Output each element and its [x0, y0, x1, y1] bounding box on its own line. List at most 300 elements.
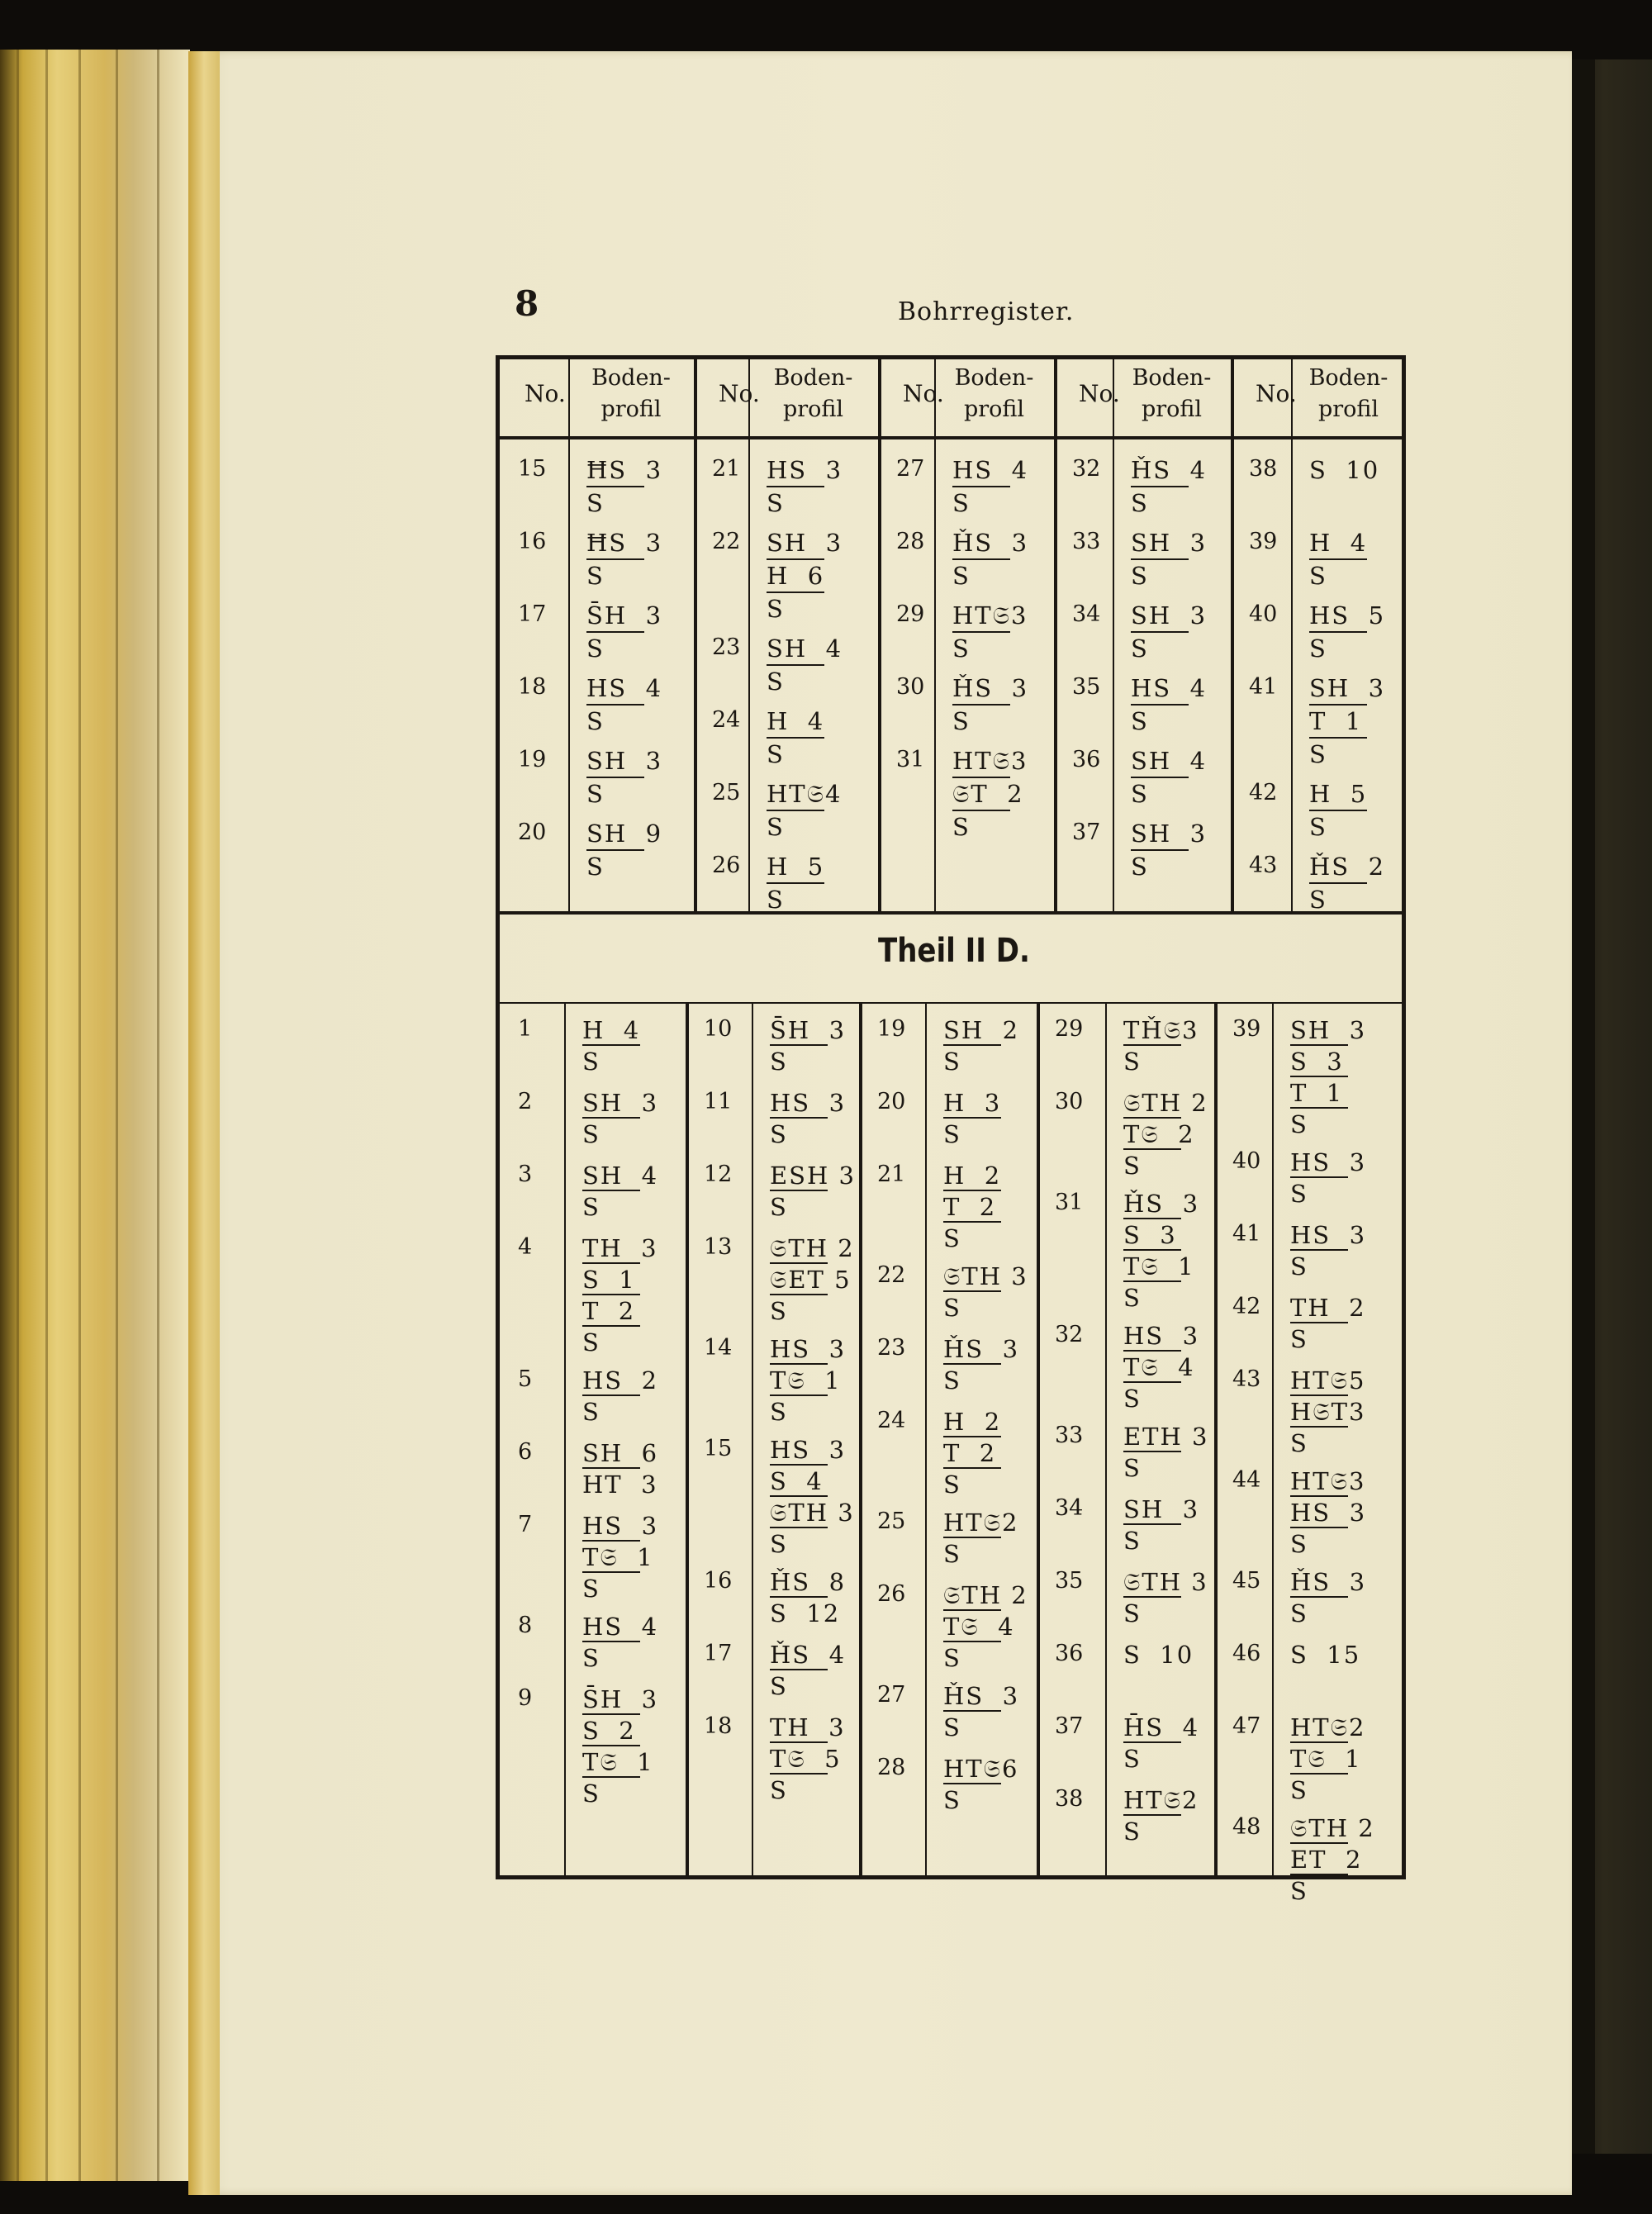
- profile-layer: S: [1290, 1429, 1308, 1457]
- profile-layer: S: [1131, 562, 1149, 590]
- table-header-rule: [496, 436, 1406, 439]
- profile-layer: HS 5: [1309, 601, 1386, 630]
- entry-number: 25: [877, 1508, 906, 1534]
- layer-divider: [770, 1044, 828, 1046]
- entry-number: 24: [712, 707, 741, 733]
- profile-layer: S: [770, 1193, 788, 1221]
- profile-layer: T𝔖 1: [770, 1366, 842, 1394]
- profile-layer: 𝔖TH 3: [770, 1499, 855, 1527]
- column-divider: [1037, 1004, 1040, 1878]
- profile-layer: S 3: [1290, 1048, 1344, 1076]
- column-divider: [1231, 357, 1234, 913]
- profile-layer: H 4: [1309, 529, 1368, 557]
- profile-layer: TȞ𝔖3: [1123, 1016, 1199, 1044]
- profile-layer: ESH 3: [770, 1162, 856, 1190]
- layer-divider: [582, 1571, 640, 1573]
- profile-layer: S 4: [770, 1467, 824, 1495]
- entry-number: 13: [704, 1234, 733, 1260]
- profile-layer: S: [1123, 1527, 1142, 1555]
- profile-layer: S: [1123, 1152, 1142, 1180]
- entry-number: 32: [1055, 1322, 1084, 1347]
- profile-layer: S̄H 3: [582, 1685, 659, 1713]
- profile-layer: HS 3: [770, 1089, 847, 1117]
- profile-layer: S: [586, 853, 605, 881]
- entry-number: 23: [877, 1335, 906, 1361]
- profile-layer: S: [767, 813, 785, 841]
- layer-divider: [586, 558, 644, 560]
- profile-layer: S: [943, 1048, 961, 1076]
- layer-divider: [767, 486, 824, 487]
- layer-divider: [767, 592, 824, 593]
- entry-number: 38: [1249, 456, 1278, 482]
- layer-divider: [943, 1467, 1001, 1469]
- entry-number: 36: [1072, 747, 1101, 772]
- layer-divider: [1309, 704, 1367, 706]
- profile-layer: SH 4: [767, 634, 843, 663]
- header-profile-line2: profil: [1317, 397, 1379, 422]
- profile-layer: SH 3: [1131, 529, 1208, 557]
- entry-number: 37: [1055, 1713, 1084, 1739]
- layer-divider: [770, 1363, 828, 1365]
- profile-layer: HS 3: [582, 1512, 659, 1540]
- entry-number: 14: [704, 1335, 733, 1361]
- layer-divider: [1123, 1218, 1181, 1219]
- entry-number: 39: [1232, 1016, 1261, 1042]
- entry-number: 45: [1232, 1568, 1261, 1594]
- profile-layer: S̄H 3: [586, 601, 663, 630]
- profile-layer: 𝔖TH 2: [943, 1581, 1028, 1609]
- profile-layer: S: [1131, 853, 1149, 881]
- entry-number: 15: [518, 456, 547, 482]
- profile-layer: S: [582, 1644, 601, 1672]
- facing-page-edge: [1572, 59, 1595, 2154]
- profile-layer: SH 3: [582, 1089, 659, 1117]
- entry-number: 29: [896, 601, 925, 627]
- profile-layer: T𝔖 5: [770, 1745, 842, 1773]
- entry-number: 44: [1232, 1467, 1261, 1493]
- entry-number: 10: [704, 1016, 733, 1042]
- layer-divider: [1309, 810, 1367, 811]
- layer-divider: [943, 1363, 1001, 1365]
- header-profile-line2: profil: [601, 397, 662, 422]
- entry-number: 26: [712, 853, 741, 878]
- profile-layer: HS 3: [767, 456, 843, 484]
- section-rule-top: [496, 911, 1406, 915]
- profile-layer: S: [1290, 1877, 1308, 1905]
- layer-divider: [1290, 1107, 1348, 1109]
- profile-layer: ȞS 3: [952, 529, 1029, 557]
- profile-layer: S: [952, 813, 971, 841]
- profile-layer: S 1: [582, 1266, 636, 1294]
- entry-number: 29: [1055, 1016, 1084, 1042]
- profile-layer: HT𝔖4: [767, 780, 843, 808]
- profile-layer: S: [582, 1193, 601, 1221]
- entry-number: 24: [877, 1408, 906, 1433]
- profile-layer: S: [767, 886, 785, 914]
- profile-layer: SH 4: [582, 1162, 659, 1190]
- profile-layer: 𝔖ET 5: [770, 1266, 852, 1294]
- layer-divider: [586, 849, 644, 851]
- profile-layer: HS 4: [952, 456, 1029, 484]
- layer-divider: [943, 1221, 1001, 1223]
- profile-layer: HS 4: [1131, 674, 1208, 702]
- layer-divider: [943, 1044, 1001, 1046]
- entry-number: 21: [877, 1162, 906, 1187]
- layer-divider: [943, 1117, 1001, 1119]
- profile-layer: T 2: [582, 1297, 636, 1325]
- profile-layer: T 1: [1290, 1079, 1344, 1107]
- layer-divider: [770, 1190, 828, 1191]
- layer-divider: [770, 1117, 828, 1119]
- profile-layer: S: [943, 1713, 961, 1741]
- profile-layer: H 4: [582, 1016, 641, 1044]
- profile-layer: S: [1309, 740, 1327, 768]
- entry-number: 28: [896, 529, 925, 554]
- profile-layer: T𝔖 1: [1123, 1252, 1195, 1280]
- profile-layer: S: [1123, 1745, 1142, 1773]
- page-edge-line: [45, 50, 48, 2181]
- profile-layer: ȞS 4: [770, 1641, 847, 1669]
- layer-divider: [582, 1044, 640, 1046]
- header-profile-line1: Boden-: [954, 365, 1034, 391]
- header-no: No.: [719, 380, 760, 407]
- entry-number: 20: [518, 820, 547, 845]
- profile-layer: S 15: [1290, 1641, 1361, 1669]
- profile-layer: T𝔖 4: [1123, 1353, 1195, 1381]
- column-divider-inner: [925, 1004, 927, 1878]
- profile-layer: S: [582, 1328, 601, 1356]
- layer-divider: [770, 1464, 828, 1466]
- profile-layer: HT 3: [582, 1470, 658, 1499]
- profile-layer: HT𝔖3: [1290, 1467, 1366, 1495]
- profile-layer: S: [767, 740, 785, 768]
- entry-number: 40: [1232, 1148, 1261, 1174]
- entry-number: 28: [877, 1755, 906, 1780]
- profile-layer: TH 2: [1290, 1294, 1366, 1322]
- profile-layer: S: [586, 562, 605, 590]
- entry-number: 31: [896, 747, 925, 772]
- profile-layer: S: [582, 1779, 601, 1808]
- profile-layer: S: [586, 634, 605, 663]
- profile-layer: S: [1290, 1110, 1308, 1138]
- entry-number: 20: [877, 1089, 906, 1114]
- profile-layer: T 2: [943, 1193, 997, 1221]
- column-divider-inner: [752, 1004, 753, 1878]
- profile-layer: S: [1309, 562, 1327, 590]
- profile-layer: S: [943, 1366, 961, 1394]
- layer-divider: [1123, 1381, 1181, 1383]
- layer-divider: [582, 1641, 640, 1642]
- layer-divider: [1290, 1044, 1348, 1046]
- profile-layer: ȞS 3: [1290, 1568, 1367, 1596]
- entry-number: 5: [518, 1366, 533, 1392]
- layer-divider: [1309, 631, 1367, 633]
- entry-number: 33: [1072, 529, 1101, 554]
- entry-number: 36: [1055, 1641, 1084, 1666]
- entry-number: 42: [1249, 780, 1278, 805]
- layer-divider: [582, 1117, 640, 1119]
- layer-divider: [582, 1745, 640, 1746]
- profile-layer: 𝔖TH 2: [770, 1234, 855, 1262]
- entry-number: 16: [704, 1568, 733, 1594]
- entry-number: 39: [1249, 529, 1278, 554]
- profile-layer: S: [1123, 1817, 1142, 1846]
- profile-layer: S 10: [1309, 456, 1380, 484]
- column-divider-inner: [1272, 1004, 1274, 1878]
- entry-number: 22: [712, 529, 741, 554]
- profile-layer: TH 3: [582, 1234, 658, 1262]
- facing-page-shadow: [1572, 59, 1652, 2154]
- profile-layer: SH 3: [1290, 1016, 1367, 1044]
- profile-layer: H 2: [943, 1162, 1002, 1190]
- entry-number: 25: [712, 780, 741, 805]
- layer-divider: [582, 1325, 640, 1327]
- layer-divider: [943, 1290, 1001, 1292]
- profile-layer: S: [943, 1644, 961, 1672]
- entry-number: 22: [877, 1262, 906, 1288]
- column-divider: [878, 357, 881, 913]
- entry-number: 18: [518, 674, 547, 700]
- entry-number: 21: [712, 456, 741, 482]
- layer-divider: [586, 631, 644, 633]
- profile-layer: S: [770, 1398, 788, 1426]
- header-profile-line1: Boden-: [773, 365, 853, 391]
- profile-layer: T𝔖 1: [582, 1748, 654, 1776]
- profile-layer: HS 3: [1290, 1148, 1367, 1176]
- layer-divider: [1123, 1249, 1181, 1251]
- column-divider: [686, 1004, 689, 1878]
- profile-layer: SH 3: [1131, 601, 1208, 630]
- layer-divider: [770, 1527, 828, 1528]
- profile-layer: T𝔖 4: [943, 1613, 1015, 1641]
- profile-layer: S: [770, 1530, 788, 1558]
- profile-layer: S: [1123, 1385, 1142, 1413]
- entry-number: 26: [877, 1581, 906, 1607]
- profile-layer: 𝔖TH 2: [1123, 1089, 1208, 1117]
- entry-number: 9: [518, 1685, 533, 1711]
- layer-divider: [1290, 1249, 1348, 1251]
- profile-layer: SH 2: [943, 1016, 1020, 1044]
- profile-layer: ȞS 8: [770, 1568, 847, 1596]
- book-page-edges: [0, 50, 190, 2181]
- layer-divider: [1123, 1596, 1181, 1598]
- entry-number: 1: [518, 1016, 533, 1042]
- layer-divider: [1290, 1426, 1348, 1428]
- profile-layer: HT𝔖2: [943, 1508, 1019, 1537]
- entry-number: 16: [518, 529, 547, 554]
- header-profile-line2: profil: [963, 397, 1025, 422]
- layer-divider: [943, 1641, 1001, 1642]
- entry-number: 11: [704, 1089, 733, 1114]
- profile-layer: HT𝔖2: [1290, 1713, 1366, 1741]
- profile-layer: S: [952, 707, 971, 735]
- entry-number: 2: [518, 1089, 533, 1114]
- layer-divider: [1290, 1874, 1348, 1875]
- profile-layer: ĦS 3: [586, 456, 663, 484]
- entry-number: 27: [877, 1682, 906, 1708]
- profile-layer: ȞS 4: [1131, 456, 1208, 484]
- entry-number: 43: [1232, 1366, 1261, 1392]
- layer-divider: [767, 558, 824, 560]
- layer-divider: [582, 1540, 640, 1542]
- layer-divider: [1131, 631, 1189, 633]
- header-no: No.: [903, 380, 944, 407]
- layer-divider: [1290, 1394, 1348, 1396]
- layer-divider: [1123, 1814, 1181, 1816]
- column-divider-inner: [1105, 1004, 1107, 1878]
- profile-layer: SH 3: [767, 529, 843, 557]
- page-edge-line: [17, 50, 19, 2181]
- layer-divider: [952, 810, 1010, 811]
- profile-layer: S: [1290, 1599, 1308, 1627]
- profile-layer: H 5: [1309, 780, 1368, 808]
- profile-layer: HS 4: [586, 674, 663, 702]
- layer-divider: [1290, 1741, 1348, 1743]
- layer-divider: [586, 486, 644, 487]
- layer-divider: [767, 810, 824, 811]
- profile-layer: H̄S 4: [1123, 1713, 1200, 1741]
- profile-layer: SH 6: [582, 1439, 659, 1467]
- layer-divider: [1123, 1280, 1181, 1282]
- section-rule-bottom: [496, 1002, 1406, 1004]
- layer-divider: [1309, 558, 1367, 560]
- entry-number: 42: [1232, 1294, 1261, 1319]
- profile-layer: S: [586, 780, 605, 808]
- profile-layer: S: [582, 1048, 601, 1076]
- layer-divider: [767, 737, 824, 739]
- profile-layer: S: [1309, 634, 1327, 663]
- layer-divider: [582, 1394, 640, 1396]
- profile-layer: S: [943, 1224, 961, 1252]
- layer-divider: [770, 1495, 828, 1497]
- layer-divider: [1131, 704, 1189, 706]
- layer-divider: [1290, 1842, 1348, 1844]
- profile-layer: S 2: [582, 1717, 636, 1745]
- layer-divider: [952, 704, 1010, 706]
- profile-layer: HS 3: [1123, 1322, 1200, 1350]
- entry-number: 12: [704, 1162, 733, 1187]
- entry-number: 41: [1232, 1221, 1261, 1247]
- entry-number: 40: [1249, 601, 1278, 627]
- layer-divider: [770, 1394, 828, 1396]
- layer-divider: [582, 1776, 640, 1778]
- layer-divider: [582, 1262, 640, 1264]
- entry-number: 18: [704, 1713, 733, 1739]
- profile-layer: SH 3: [586, 747, 663, 775]
- entry-number: 48: [1232, 1814, 1261, 1840]
- entry-number: 17: [518, 601, 547, 627]
- layer-divider: [1123, 1523, 1181, 1525]
- layer-divider: [952, 486, 1010, 487]
- layer-divider: [952, 631, 1010, 633]
- layer-divider: [767, 882, 824, 884]
- profile-layer: S: [1131, 707, 1149, 735]
- layer-divider: [1131, 486, 1189, 487]
- profile-layer: S: [943, 1294, 961, 1322]
- column-divider-inner: [934, 357, 936, 913]
- profile-layer: SH 3: [1123, 1495, 1200, 1523]
- column-divider-inner: [568, 357, 570, 913]
- layer-divider: [943, 1537, 1001, 1538]
- profile-layer: T𝔖 1: [1290, 1745, 1362, 1773]
- header-profile-line2: profil: [1141, 397, 1203, 422]
- profile-layer: HS 3: [1290, 1499, 1367, 1527]
- profile-layer: S: [1131, 634, 1149, 663]
- profile-layer: S 12: [770, 1599, 841, 1627]
- entry-number: 8: [518, 1613, 533, 1638]
- profile-layer: S: [943, 1470, 961, 1499]
- profile-layer: ȞS 3: [943, 1682, 1020, 1710]
- profile-layer: S: [586, 489, 605, 517]
- profile-layer: S: [952, 489, 971, 517]
- layer-divider: [1309, 882, 1367, 884]
- entry-number: 47: [1232, 1713, 1261, 1739]
- entry-number: 30: [1055, 1089, 1084, 1114]
- layer-divider: [1290, 1527, 1348, 1528]
- profile-layer: S: [770, 1297, 788, 1325]
- entry-number: 35: [1055, 1568, 1084, 1594]
- layer-divider: [1290, 1773, 1348, 1775]
- layer-divider: [770, 1294, 828, 1295]
- entry-number: 30: [896, 674, 925, 700]
- profile-layer: T 1: [1309, 707, 1363, 735]
- profile-layer: SH 3: [1131, 820, 1208, 848]
- profile-layer: ȞS 3: [1123, 1190, 1200, 1218]
- header-profile-line1: Boden-: [1132, 365, 1212, 391]
- layer-divider: [1123, 1044, 1181, 1046]
- profile-layer: 𝔖TH 3: [943, 1262, 1028, 1290]
- layer-divider: [943, 1190, 1001, 1191]
- layer-divider: [1290, 1076, 1348, 1077]
- profile-layer: S: [952, 634, 971, 663]
- column-divider: [1214, 1004, 1218, 1878]
- profile-layer: HT𝔖3: [952, 747, 1028, 775]
- column-divider: [859, 1004, 862, 1878]
- profile-layer: ETH 3: [1123, 1423, 1209, 1451]
- profile-layer: S: [767, 489, 785, 517]
- profile-layer: S: [767, 595, 785, 623]
- column-divider-inner: [748, 357, 750, 913]
- layer-divider: [767, 664, 824, 666]
- layer-divider: [943, 1609, 1001, 1611]
- layer-divider: [943, 1710, 1001, 1712]
- profile-layer: HS 4: [582, 1613, 659, 1641]
- profile-layer: HT𝔖6: [943, 1755, 1019, 1783]
- entry-number: 7: [518, 1512, 533, 1537]
- layer-divider: [770, 1596, 828, 1598]
- profile-layer: S: [770, 1672, 788, 1700]
- profile-layer: S: [1123, 1454, 1142, 1482]
- profile-layer: S: [943, 1786, 961, 1814]
- profile-layer: 𝔖T 2: [952, 780, 1024, 808]
- profile-layer: S: [1123, 1599, 1142, 1627]
- profile-layer: S 3: [1123, 1221, 1177, 1249]
- entry-number: 34: [1055, 1495, 1084, 1521]
- layer-divider: [943, 1783, 1001, 1784]
- profile-layer: H 6: [767, 562, 825, 590]
- header-profile-line1: Boden-: [1308, 365, 1389, 391]
- profile-layer: T𝔖 2: [1123, 1120, 1195, 1148]
- layer-divider: [943, 1436, 1001, 1437]
- column-divider-inner: [1291, 357, 1293, 913]
- entry-number: 41: [1249, 674, 1278, 700]
- profile-layer: ET 2: [1290, 1846, 1363, 1874]
- entry-number: 32: [1072, 456, 1101, 482]
- layer-divider: [770, 1669, 828, 1670]
- page-edge-line: [78, 50, 81, 2181]
- layer-divider: [1290, 1176, 1348, 1178]
- entry-number: 3: [518, 1162, 533, 1187]
